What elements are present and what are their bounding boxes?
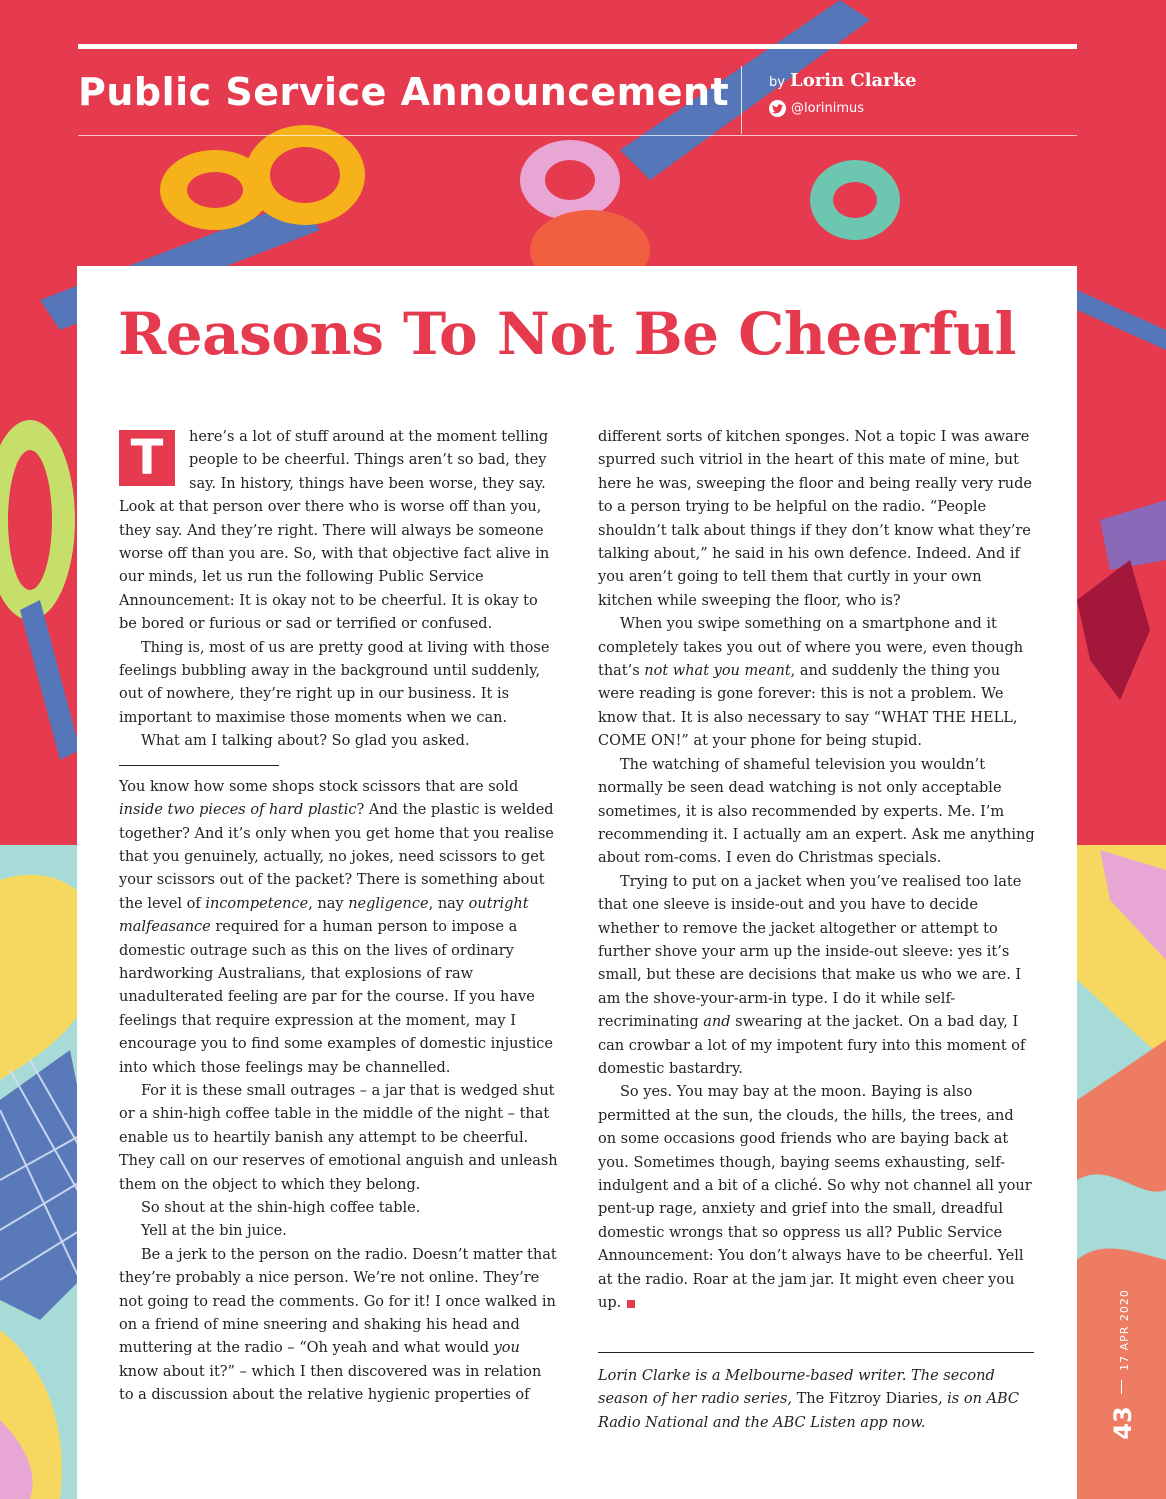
paragraph: Thing is, most of us are pretty good at living with those feelings bubbling away in the background until suddenly, out of nowhere, they’re right up in our business. It is important to maximise those moments when we can. (119, 639, 550, 726)
text: required for a human person to impose a domestic outrage such as this on the lives of ordinary hardworking Australians, that explosions of raw unadulterated feeling are par for the course. If you have feelings that require expression at the moment, may I encourage you to find some examples of domestic injustice into which those feelings may be channelled. (119, 919, 554, 1076)
paragraph (119, 1244, 559, 1408)
article-column-1 (119, 426, 559, 1408)
bio-text: Lorin Clarke is a Melbourne-based writer. The second season of her radio series, (598, 1368, 995, 1408)
twitter-handle[interactable] (769, 100, 864, 117)
paragraph: different sorts of kitchen sponges. Not a topic I was aware spurred such vitriol in the heart of this mate of mine, but here he was, sweeping the floor and being really very rude to a person trying to be helpful on the radio. “People shouldn’t talk about things if they don’t know what they’re talking about,” he said in his own defence. Indeed. And if you aren’t going to tell them that curtly in your own kitchen while sweeping the floor, who is? (598, 429, 1032, 609)
italic-text: you (493, 1340, 520, 1357)
text: , and suddenly the thing you were reading is gone forever: this is not a problem. We know that. It is also necessary to say “WHAT THE HELL, COME ON!” at your phone for being stupid. (598, 663, 1018, 750)
end-mark (627, 1300, 635, 1308)
paragraph: What am I talking about? So glad you asked. (141, 733, 470, 750)
italic-text: inside two pieces of hard plastic (119, 802, 357, 819)
text: ? And the plastic is welded together? And it’s only when you get home that you realise that you genuinely, actually, no jokes, need scissors to get your scissors out of the packet? There is something about the level of (119, 802, 554, 912)
byline (769, 70, 917, 91)
header-divider (741, 66, 742, 134)
header-top-rule (78, 44, 1077, 49)
text: swearing at the jacket. On a bad day, I can crowbar a lot of my impotent fury into this moment of domestic bastardry. (598, 1014, 1026, 1077)
folio-divider (1121, 1380, 1122, 1394)
bio-text: , is on ABC Radio National and the ABC Listen app now. (598, 1391, 1020, 1431)
paragraph: Yell at the bin juice. (141, 1223, 287, 1240)
text: Be a jerk to the person on the radio. Doesn’t matter that they’re probably a nice person. We’re not online. They’re not going to read the comments. Go for it! I once walked in on a friend of mine sneering and shaking his head and muttering at the radio – “Oh yeah and what would (119, 1246, 557, 1357)
byline-by: by (769, 75, 785, 90)
header-bottom-rule (78, 135, 1077, 136)
article-title (118, 300, 1016, 368)
paragraph: For it is these small outrages – a jar that is wedged shut or a shin-high coffee table in the middle of the night – that enable us to heartily banish any attempt to be cheerful. They call on our reserves of emotional anguish and unleash them on the object to which they belong. (119, 1082, 558, 1193)
paragraph (598, 1081, 1035, 1315)
author-name: Lorin Clarke (790, 70, 917, 91)
italic-text: not what you meant (644, 663, 791, 680)
paragraph (598, 871, 1035, 1082)
title-part-2: Be Cheerful (613, 300, 1017, 368)
italic-text: outright malfeasance (119, 895, 529, 936)
title-emphasis: Not (496, 300, 614, 368)
paragraph (119, 776, 559, 1080)
paragraph: So shout at the shin-high coffee table. (141, 1200, 421, 1216)
bio-rule (598, 1352, 1034, 1353)
section-title: Public Service Announcement (78, 70, 730, 114)
text: know about it?” – which I then discovered was in relation to a discussion about the relative hygienic properties of (119, 1363, 542, 1404)
issue-date: 17 APR 2020 (1118, 1289, 1131, 1371)
italic-text: negligence (348, 895, 429, 912)
paragraph-text: here’s a lot of stuff around at the moment telling people to be cheerful. Things aren’t so bad, they say. In history, things have been worse, they say. Look at that person over there who is worse off than you, they say. And they’re right. There will always be someone worse off than you are. So, with that objective fact alive in our minds, let us run the following Public Service Announcement: It is okay not to be cheerful. It is okay to be bored or furious or sad or terrified or confused. (119, 429, 550, 633)
author-bio (598, 1365, 1034, 1435)
handle-text: @lorinimus (791, 101, 865, 116)
title-part-1: Reasons To (118, 300, 497, 368)
paragraph: The watching of shameful television you wouldn’t normally be seen dead watching is not only acceptable sometimes, it is also recommended by experts. Me. I’m recommending it. I actually am an expert. Ask me anything about rom-coms. I even do Christmas specials. (598, 756, 1035, 867)
text: So yes. You may bay at the moon. Baying is also permitted at the sun, the clouds, the hills, the trees, and on some occasions good friends who are baying back at you. Sometimes though, baying seems exhausting, self-indulgent and a bit of a cliché. So why not channel all your pent-up rage, anxiety and grief into the small, dreadful domestic wrongs that so oppress us all? Public Service Announcement: You don’t always have to be cheerful. Yell at the radio. Roar at the jam jar. It might even cheer you up. (598, 1084, 1032, 1312)
text: Trying to put on a jacket when you’ve realised too late that one sleeve is inside-out and you have to decide whether to remove the jacket altogether or attempt to further shove your arm up the inside-out sleeve: yes it’s small, but these are decisions that make us who we are. I am the shove-your-arm-in type. I do it while self-recriminating (598, 873, 1022, 1031)
bio-series-title: The Fitzroy Diaries (796, 1391, 938, 1408)
page-number: 43 (1109, 1406, 1137, 1440)
paragraph (119, 426, 559, 637)
twitter-icon (769, 100, 786, 117)
article-column-2 (598, 426, 1035, 1315)
section-separator (119, 765, 279, 766)
italic-text: and (703, 1014, 731, 1031)
text: You know how some shops stock scissors that are sold (119, 778, 519, 795)
italic-text: incompetence (205, 895, 309, 912)
text: When you swipe something on a smartphone and it completely takes you out of where you were, even though that’s (598, 616, 1024, 680)
text: , nay (428, 895, 469, 912)
text: , nay (308, 895, 349, 912)
drop-cap: T (119, 430, 175, 486)
paragraph (598, 613, 1035, 753)
